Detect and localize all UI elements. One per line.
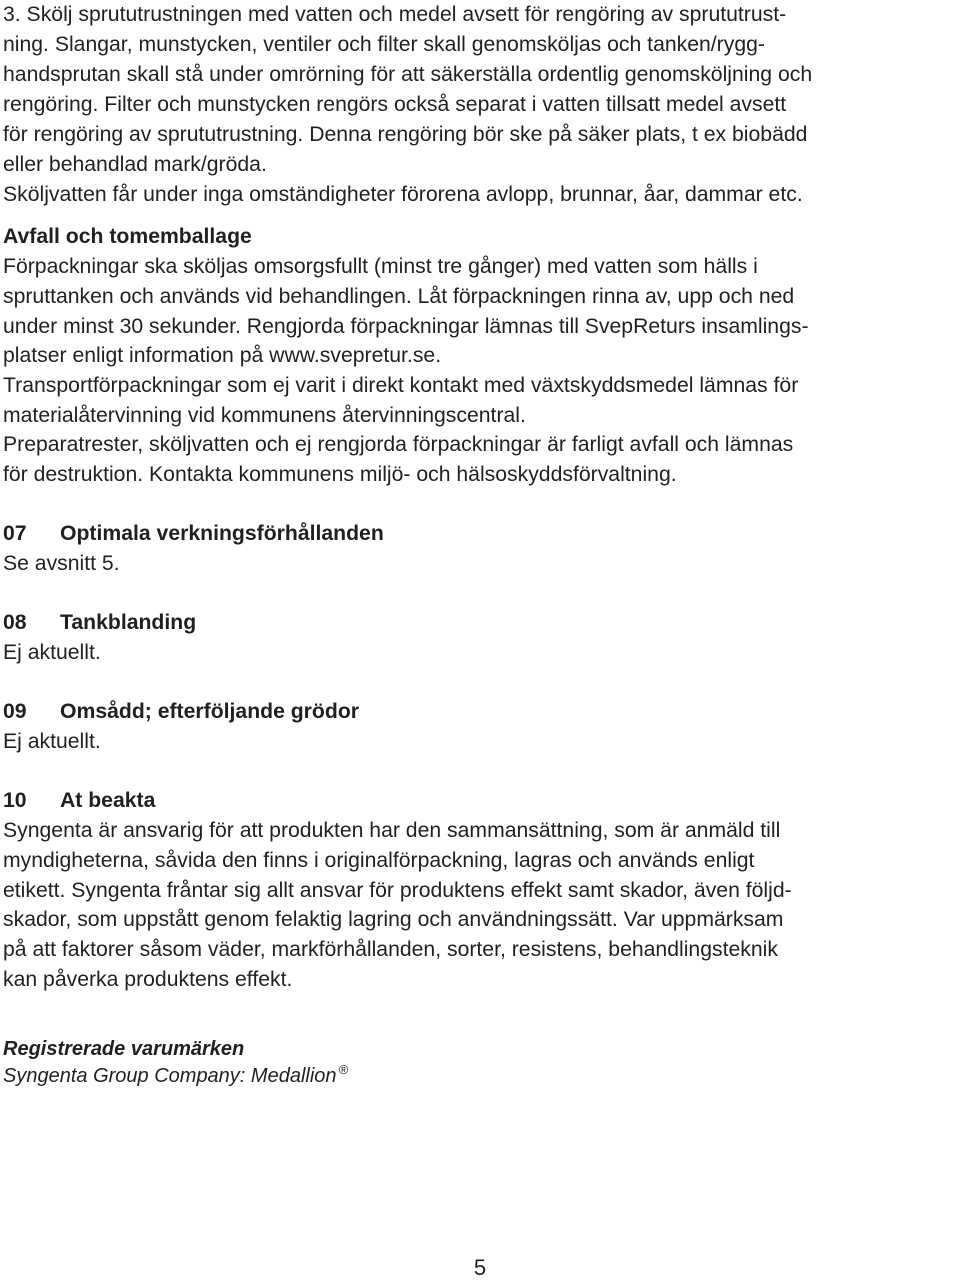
step3-line: eller behandlad mark/gröda. xyxy=(3,153,267,176)
section-body-line: myndigheterna, såvida den finns i originalförpackning, lagras och används enligt xyxy=(3,849,755,872)
step3-line: rengöring. Filter och munstycken rengörs också separat i vatten tillsatt medel avsett xyxy=(3,93,787,116)
waste-line: spruttanken och används vid behandlingen. Låt förpackningen rinna av, upp och ned xyxy=(3,285,795,308)
trademarks-heading: Registrerade varumärken xyxy=(3,1038,245,1060)
section-heading-10 xyxy=(3,786,155,816)
step3-line: för rengöring av sprututrustning. Denna rengöring bör ske på säker plats, t ex biobädd xyxy=(3,123,808,146)
section-body-line: Ej aktuellt. xyxy=(3,641,101,664)
waste-line: materialåtervinning vid kommunens återvinningscentral. xyxy=(3,404,526,427)
registered-symbol: ® xyxy=(338,1062,349,1078)
trademarks-line xyxy=(3,1063,348,1089)
waste-line: Preparatrester, sköljvatten och ej rengjorda förpackningar är farligt avfall och lämnas xyxy=(3,433,794,456)
section-body-line: Se avsnitt 5. xyxy=(3,552,120,575)
section-title: Tankblanding xyxy=(60,611,197,634)
waste-line: Transportförpackningar som ej varit i direkt kontakt med växtskyddsmedel lämnas för xyxy=(3,374,799,397)
section-title: Omsådd; efterföljande grödor xyxy=(60,700,360,723)
page-number: 5 xyxy=(473,1255,487,1280)
section-number: 10 xyxy=(3,789,27,812)
waste-line: under minst 30 sekunder. Rengjorda förpackningar lämnas till SvepReturs insamlings- xyxy=(3,315,809,338)
section-title: At beakta xyxy=(60,789,156,812)
step3-line: ning. Slangar, munstycken, ventiler och filter skall genomsköljas och tanken/rygg- xyxy=(3,33,765,56)
section-body-line: Ej aktuellt. xyxy=(3,730,101,753)
section-number: 08 xyxy=(3,611,27,634)
section-heading-08 xyxy=(3,608,196,638)
waste-line: för destruktion. Kontakta kommunens miljö- och hälsoskyddsförvaltning. xyxy=(3,463,677,486)
section-body-line: etikett. Syngenta fråntar sig allt ansvar för produktens effekt samt skador, även följd- xyxy=(3,879,792,902)
section-body-line: kan påverka produktens effekt. xyxy=(3,968,293,991)
step3-line: Sköljvatten får under inga omständigheter förorena avlopp, brunnar, åar, dammar etc. xyxy=(3,183,803,206)
section-body-line: Syngenta är ansvarig för att produkten har den sammansättning, som är anmäld till xyxy=(3,819,781,842)
section-body-line: skador, som uppstått genom felaktig lagring och användningssätt. Var uppmärksam xyxy=(3,908,784,931)
waste-line: platser enligt information på www.svepretur.se. xyxy=(3,344,442,367)
section-heading-09 xyxy=(3,697,359,727)
section-heading-07 xyxy=(3,519,384,549)
section-number: 07 xyxy=(3,522,27,545)
step3-line: 3. Skölj sprututrustningen med vatten och medel avsett för rengöring av sprututrust- xyxy=(3,3,787,26)
section-title: Optimala verkningsförhållanden xyxy=(60,522,384,545)
waste-heading: Avfall och tomemballage xyxy=(3,225,252,248)
section-body-line: på att faktorer såsom väder, markförhållanden, sorter, resistens, behandlingsteknik xyxy=(3,938,778,961)
waste-line: Förpackningar ska sköljas omsorgsfullt (minst tre gånger) med vatten som hälls i xyxy=(3,255,758,278)
step3-line: handsprutan skall stå under omrörning för att säkerställa ordentlig genomsköljning och xyxy=(3,63,813,86)
trademarks-text: Syngenta Group Company: Medallion xyxy=(3,1065,337,1087)
section-number: 09 xyxy=(3,700,27,723)
